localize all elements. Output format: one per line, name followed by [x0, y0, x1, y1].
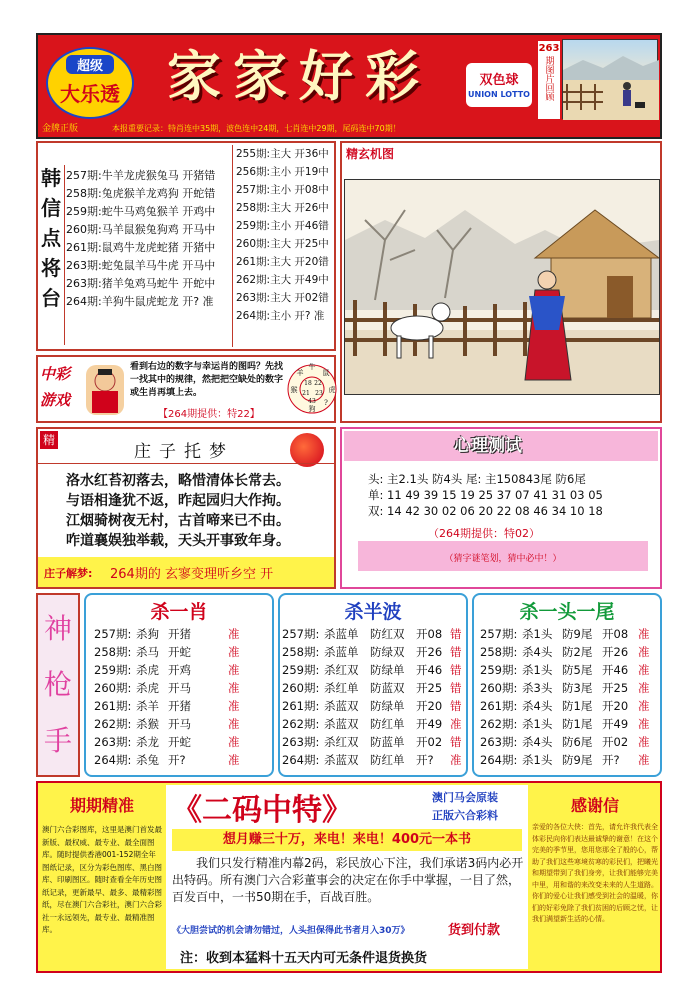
cell-z: 错	[450, 699, 462, 713]
record-notice: 本报重要记录：特肖连中35期，波色连中24期，七肖连中29期，尾码连中70期！	[112, 124, 401, 133]
cell-r: 开20	[416, 699, 443, 713]
cell-t: 杀蓝双	[324, 717, 359, 731]
cell-z: 准	[638, 753, 650, 767]
game-instructions: 看到右边的数字与幸运肖的图吗？先找一找其中的规律，然把把空缺处的数字或生肖再填上去。	[130, 362, 284, 398]
cell-t: 杀4头	[522, 699, 553, 713]
ermazhongte-slogan: 想月赚三十万，来电！来电！400元一本书	[172, 829, 522, 851]
cell-r: 开25	[416, 681, 443, 695]
cell-r: 开马	[168, 681, 191, 695]
wheel-label: ?	[324, 399, 328, 407]
wheel-label: 43	[308, 398, 316, 405]
cell-p: 257期:	[480, 627, 518, 641]
cell-r: 开猪	[168, 699, 191, 713]
sha-toutail-list	[480, 625, 660, 769]
cell-t: 杀3头	[522, 681, 553, 695]
cell-t: 杀1头	[522, 717, 553, 731]
hanxin-right-list	[236, 145, 329, 325]
cell-p: 262期:	[94, 717, 132, 731]
ermazhongte-title: 《二码中特》	[172, 793, 352, 828]
list-item: 258期:兔虎猴羊龙鸡狗 开蛇错	[66, 187, 216, 200]
wheel-label: 猴	[290, 386, 298, 394]
cell-z: 错	[450, 627, 462, 641]
sun-icon	[290, 433, 324, 467]
wheel-label: 23	[315, 390, 323, 397]
xinli-row2	[368, 487, 603, 503]
union-lotto-logo	[466, 63, 532, 107]
page-title: 家家好彩	[167, 44, 431, 108]
hanxin-title-char: 信	[41, 196, 61, 220]
table-row	[94, 643, 272, 661]
cell-z: 准	[228, 645, 240, 659]
cell-z: 准	[228, 627, 240, 641]
cell-t: 杀4头	[522, 735, 553, 749]
cell-z: 准	[228, 753, 240, 767]
xinli-title: 心理测试	[454, 436, 522, 456]
union-cn: 双色球	[479, 73, 519, 88]
table-row	[282, 715, 466, 733]
list-item: 260期:马羊鼠猴兔狗鸡 开马中	[66, 223, 216, 236]
cell-r: 开08	[416, 627, 443, 641]
cell-t: 杀蓝双	[324, 699, 359, 713]
explain-text: 264期的 玄寥变理听乡空 开	[110, 567, 274, 582]
table-row	[480, 697, 660, 715]
cell-t: 杀猴	[136, 717, 159, 731]
sha-yixiao-panel	[84, 593, 274, 777]
cell-z: 错	[450, 663, 462, 677]
cell-t: 杀红单	[324, 681, 359, 695]
table-row	[282, 697, 466, 715]
union-en: UNION LOTTO	[468, 90, 530, 99]
list-item: 263期:主大 开02错	[236, 292, 329, 304]
qiqi-box	[42, 787, 162, 967]
cell-z: 准	[638, 717, 650, 731]
list-item: 263期:蛇兔鼠羊马牛虎 开马中	[66, 259, 216, 272]
game-side	[40, 361, 86, 413]
wheel-label: 狗	[308, 405, 316, 413]
fortune-god-icon	[86, 365, 124, 415]
cell-r: 开02	[602, 735, 629, 749]
cell-p: 264期:	[480, 753, 518, 767]
poem-line: 咋道襄娱独举载，天头开事致年身。	[66, 533, 290, 549]
cell-f: 防1尾	[562, 699, 593, 713]
xinli-row2-values: 11 49 39 15 19 25 37 07 41 31 03 05	[387, 488, 603, 502]
poem-panel	[36, 427, 336, 589]
cell-p: 264期:	[282, 753, 320, 767]
issue-review	[538, 41, 560, 119]
cell-f: 防9尾	[562, 627, 593, 641]
list-item: 256期:主小 开19中	[236, 166, 329, 178]
table-row	[480, 661, 660, 679]
cell-r: 开马	[168, 717, 191, 731]
table-row	[94, 625, 272, 643]
cell-f: 防红单	[370, 753, 405, 767]
cell-p: 258期:	[282, 645, 320, 659]
cell-p: 260期:	[94, 681, 132, 695]
cell-f: 防蓝单	[370, 735, 405, 749]
cell-r: 开02	[416, 735, 443, 749]
cell-r: 开?	[168, 753, 186, 767]
cell-r: 开49	[416, 717, 443, 731]
cell-p: 261期:	[480, 699, 518, 713]
xinli-row3	[368, 503, 603, 519]
cell-t: 杀1头	[522, 627, 553, 641]
wheel-label: 牛	[308, 363, 316, 371]
table-row	[94, 733, 272, 751]
cell-z: 准	[638, 681, 650, 695]
cell-t: 杀1头	[522, 753, 553, 767]
cell-f: 防2尾	[562, 645, 593, 659]
table-row	[480, 715, 660, 733]
hanxin-title-char: 点	[41, 226, 61, 250]
cell-r: 开46	[416, 663, 443, 677]
cell-p: 263期:	[480, 735, 518, 749]
cell-z: 准	[228, 663, 240, 677]
poem-line: 洛水红苔初落去，略惜清体长常去。	[66, 473, 290, 489]
cell-p: 259期:	[480, 663, 518, 677]
table-row	[282, 661, 466, 679]
hanxin-title-char: 韩	[41, 166, 61, 190]
thanks-title: 感谢信	[570, 796, 619, 815]
cell-p: 263期:	[94, 735, 132, 749]
table-row	[94, 751, 272, 769]
thanks-box	[532, 787, 658, 967]
xinli-panel	[340, 427, 662, 589]
list-item: 259期:主小 开46错	[236, 220, 329, 232]
table-row	[282, 625, 466, 643]
cell-r: 开猪	[168, 627, 191, 641]
header-scene-image	[562, 39, 658, 119]
cell-f: 防1尾	[562, 717, 593, 731]
sha-toutail-panel	[472, 593, 662, 777]
daletou-logo	[46, 47, 134, 119]
cell-z: 错	[450, 735, 462, 749]
jingxuan-scene-image	[344, 179, 660, 395]
cell-t: 杀蓝双	[324, 753, 359, 767]
cell-z: 错	[450, 681, 462, 695]
wheel-label: 虎	[328, 386, 336, 394]
cell-p: 258期:	[94, 645, 132, 659]
jingxuan-panel	[340, 141, 662, 423]
cell-r: 开蛇	[168, 735, 191, 749]
list-item: 261期:鼠鸡牛龙虎蛇猪 开猪中	[66, 241, 216, 254]
sha-banbo-panel	[278, 593, 468, 777]
cell-p: 263期:	[282, 735, 320, 749]
explain-label: 庄子解梦:	[44, 567, 93, 580]
table-row	[94, 715, 272, 733]
return-note: 注：收到本猛料十五天内可无条件退货换货	[180, 951, 428, 966]
cell-p: 261期:	[94, 699, 132, 713]
cell-t: 杀蓝单	[324, 645, 359, 659]
cell-t: 杀1头	[522, 663, 553, 677]
cell-t: 杀龙	[136, 735, 159, 749]
cell-r: 开46	[602, 663, 629, 677]
jingxuan-tag: 精玄机图	[346, 147, 395, 161]
table-row	[94, 679, 272, 697]
cell-z: 准	[450, 753, 462, 767]
cell-f: 防9尾	[562, 753, 593, 767]
xinli-footer	[358, 541, 648, 571]
cell-p: 257期:	[282, 627, 320, 641]
ermazhongte-box	[166, 785, 528, 969]
pay-on-delivery: 货到付款	[448, 923, 501, 938]
ermazhongte-side2: 正版六合彩料	[432, 809, 498, 822]
cell-f: 防蓝双	[370, 681, 405, 695]
cell-t: 杀红双	[324, 663, 359, 677]
thanks-text: 亲爱的各位大侠：首先，请允许我代表全体彩民向你们表达最诚挚的谢意！在这个完美的季节里，您用您那全了般的心，帮助了我们这些寒境贫寒的彩民们，把曦光和期望带到了我们身旁，让我们能够完美中里，用和谐的来改变未来的人生道路。你们的爱心让我们感受到社会的温暖，你们的好彩免除了我们贫困的后顾之忧，让我们满望新生活的心情。	[532, 823, 658, 923]
poem-line: 江烟骑树夜无村，古首啼来已不由。	[66, 513, 290, 529]
cell-z: 错	[450, 645, 462, 659]
cell-r: 开蛇	[168, 645, 191, 659]
sha-toutail-title: 杀一头一尾	[519, 601, 615, 623]
cell-t: 杀羊	[136, 699, 159, 713]
list-item: 264期:羊狗牛鼠虎蛇龙 开? 准	[66, 295, 214, 308]
cell-z: 准	[228, 717, 240, 731]
qiqi-text: 澳门六合彩图库，这里是澳门首发最新版、最权威、最专业、最全面图库。随时提供香港001-152期全年图纸记录，区分为彩色图库、黑白图库、印刷图区。随时查看全年历史图纸记录，更新最早、最多、最精彩图纸，尽在澳门六合彩社，澳门六合彩社一永远领先，最专业、最精准图库。	[42, 825, 162, 934]
table-row	[480, 679, 660, 697]
sha-yixiao-list	[94, 625, 272, 769]
wheel-label: 鼠	[322, 369, 330, 377]
cell-f: 防绿双	[370, 645, 405, 659]
wheel-label: 18	[304, 380, 312, 387]
table-row	[282, 751, 466, 769]
cell-t: 杀虎	[136, 681, 159, 695]
table-row	[480, 643, 660, 661]
poem-title: 庄子托梦	[134, 442, 234, 462]
cell-t: 杀红双	[324, 735, 359, 749]
wheel-label: 羊	[296, 369, 304, 377]
cell-f: 防红双	[370, 627, 405, 641]
hanxin-title	[40, 163, 62, 313]
cell-p: 260期:	[282, 681, 320, 695]
list-item: 264期:主小 开? 准	[236, 310, 325, 322]
issue-side: 期图片回顾	[543, 56, 554, 101]
game-provide: 【264期提供：特22】	[158, 409, 260, 420]
zodiac-wheel	[286, 359, 338, 421]
cell-r: 开?	[416, 753, 434, 767]
header-banner	[36, 33, 662, 139]
cell-f: 防绿单	[370, 663, 405, 677]
table-row	[282, 679, 466, 697]
list-item: 260期:主大 开25中	[236, 238, 329, 250]
xinli-row3-values: 14 42 30 02 06 20 22 08 46 34 10 18	[387, 504, 603, 518]
cell-r: 开鸡	[168, 663, 191, 677]
jing-tag: 精	[40, 431, 58, 449]
cell-f: 防5尾	[562, 663, 593, 677]
list-item: 262期:主大 开49中	[236, 274, 329, 286]
sha-yixiao-title: 杀一肖	[150, 601, 208, 623]
table-row	[480, 733, 660, 751]
cell-r: 开?	[602, 753, 620, 767]
cell-z: 准	[638, 735, 650, 749]
list-item: 263期:猪羊兔鸡马蛇牛 开蛇中	[66, 277, 216, 290]
cell-p: 259期:	[282, 663, 320, 677]
poem-explain	[38, 557, 334, 587]
wheel-label: 22	[314, 380, 322, 387]
cell-f: 防3尾	[562, 681, 593, 695]
cell-t: 杀虎	[136, 663, 159, 677]
xinli-foot-text: （猜字谜笔划，猜中必中！）	[444, 554, 562, 564]
cell-f: 防绿单	[370, 699, 405, 713]
cell-t: 杀4头	[522, 645, 553, 659]
cell-t: 杀蓝单	[324, 627, 359, 641]
game-side-line: 中彩	[40, 365, 71, 383]
game-side-line: 游戏	[40, 391, 71, 409]
cell-z: 准	[228, 735, 240, 749]
table-row	[94, 697, 272, 715]
cell-z: 准	[228, 699, 240, 713]
list-item: 257期:主小 开08中	[236, 184, 329, 196]
bottom-panel	[36, 781, 662, 973]
logo-top: 超级	[66, 55, 114, 74]
list-item: 255期:主大 开36中	[236, 148, 329, 160]
table-row	[480, 625, 660, 643]
cell-r: 开49	[602, 717, 629, 731]
hanxin-title-char: 将	[41, 256, 61, 280]
cell-f: 防6尾	[562, 735, 593, 749]
cell-z: 准	[450, 717, 462, 731]
cell-z: 准	[638, 645, 650, 659]
cell-p: 257期:	[94, 627, 132, 641]
cell-r: 开08	[602, 627, 629, 641]
xinli-row3-label: 双:	[368, 504, 384, 518]
cell-t: 杀马	[136, 645, 159, 659]
cell-z: 准	[638, 627, 650, 641]
wheel-label: 21	[302, 390, 310, 397]
cell-r: 开26	[602, 645, 629, 659]
shenqiang-char: 神	[43, 612, 72, 645]
table-row	[282, 643, 466, 661]
cell-z: 准	[638, 699, 650, 713]
cell-p: 259期:	[94, 663, 132, 677]
ermazhongte-body: 我们只发行精准内幕2码，彩民放心下注，我们承诺3码内必开出特码。所有澳门六合彩董事会的决定在你手中掌握，一目了然，百发百中，一书50期在手，百战百胜。	[172, 856, 524, 904]
cell-p: 262期:	[480, 717, 518, 731]
game-panel	[36, 355, 336, 423]
cell-r: 开26	[416, 645, 443, 659]
hanxin-left-list	[66, 167, 215, 311]
xinli-provide: （264期提供：特02）	[428, 527, 540, 540]
cell-p: 264期:	[94, 753, 132, 767]
list-item: 257期:牛羊龙虎猴兔马 开猪错	[66, 169, 216, 182]
list-item: 258期:主大 开26中	[236, 202, 329, 214]
cell-p: 262期:	[282, 717, 320, 731]
logo-main: 大乐透	[60, 82, 120, 106]
ermazhongte-notice: 《大胆尝试的机会请勿错过，人头担保得此书者月入30万》	[172, 926, 410, 936]
table-row	[94, 661, 272, 679]
sha-banbo-list	[282, 625, 466, 769]
shenqiang-label	[36, 593, 80, 777]
cell-t: 杀兔	[136, 753, 159, 767]
list-item: 261期:主大 开20错	[236, 256, 329, 268]
cell-z: 准	[638, 663, 650, 677]
table-row	[480, 751, 660, 769]
cell-z: 准	[228, 681, 240, 695]
cell-r: 开25	[602, 681, 629, 695]
xinli-row1: 头: 主2.1头 防4头 尾: 主150843尾 防6尾	[368, 472, 586, 486]
gold-badge: 金牌正版	[42, 124, 79, 134]
ermazhongte-side1: 澳门马会原装	[432, 791, 498, 804]
issue-number: 263	[538, 43, 560, 54]
cell-r: 开20	[602, 699, 629, 713]
hanxin-panel	[36, 141, 336, 351]
cell-t: 杀狗	[136, 627, 159, 641]
xinli-row2-label: 单:	[368, 488, 384, 502]
qiqi-title: 期期精准	[69, 796, 134, 815]
table-row	[282, 733, 466, 751]
shenqiang-char: 手	[43, 724, 72, 757]
poem-line: 与语相逢犹不返，昨起园归大作拘。	[66, 493, 290, 509]
poem-body	[66, 471, 290, 551]
hanxin-title-char: 台	[41, 286, 61, 310]
cell-p: 261期:	[282, 699, 320, 713]
cell-p: 258期:	[480, 645, 518, 659]
shenqiang-char: 枪	[43, 668, 72, 701]
sha-banbo-title: 杀半波	[344, 601, 402, 623]
list-item: 259期:蛇牛马鸡兔猴羊 开鸡中	[66, 205, 216, 218]
cell-f: 防红单	[370, 717, 405, 731]
cell-p: 260期:	[480, 681, 518, 695]
